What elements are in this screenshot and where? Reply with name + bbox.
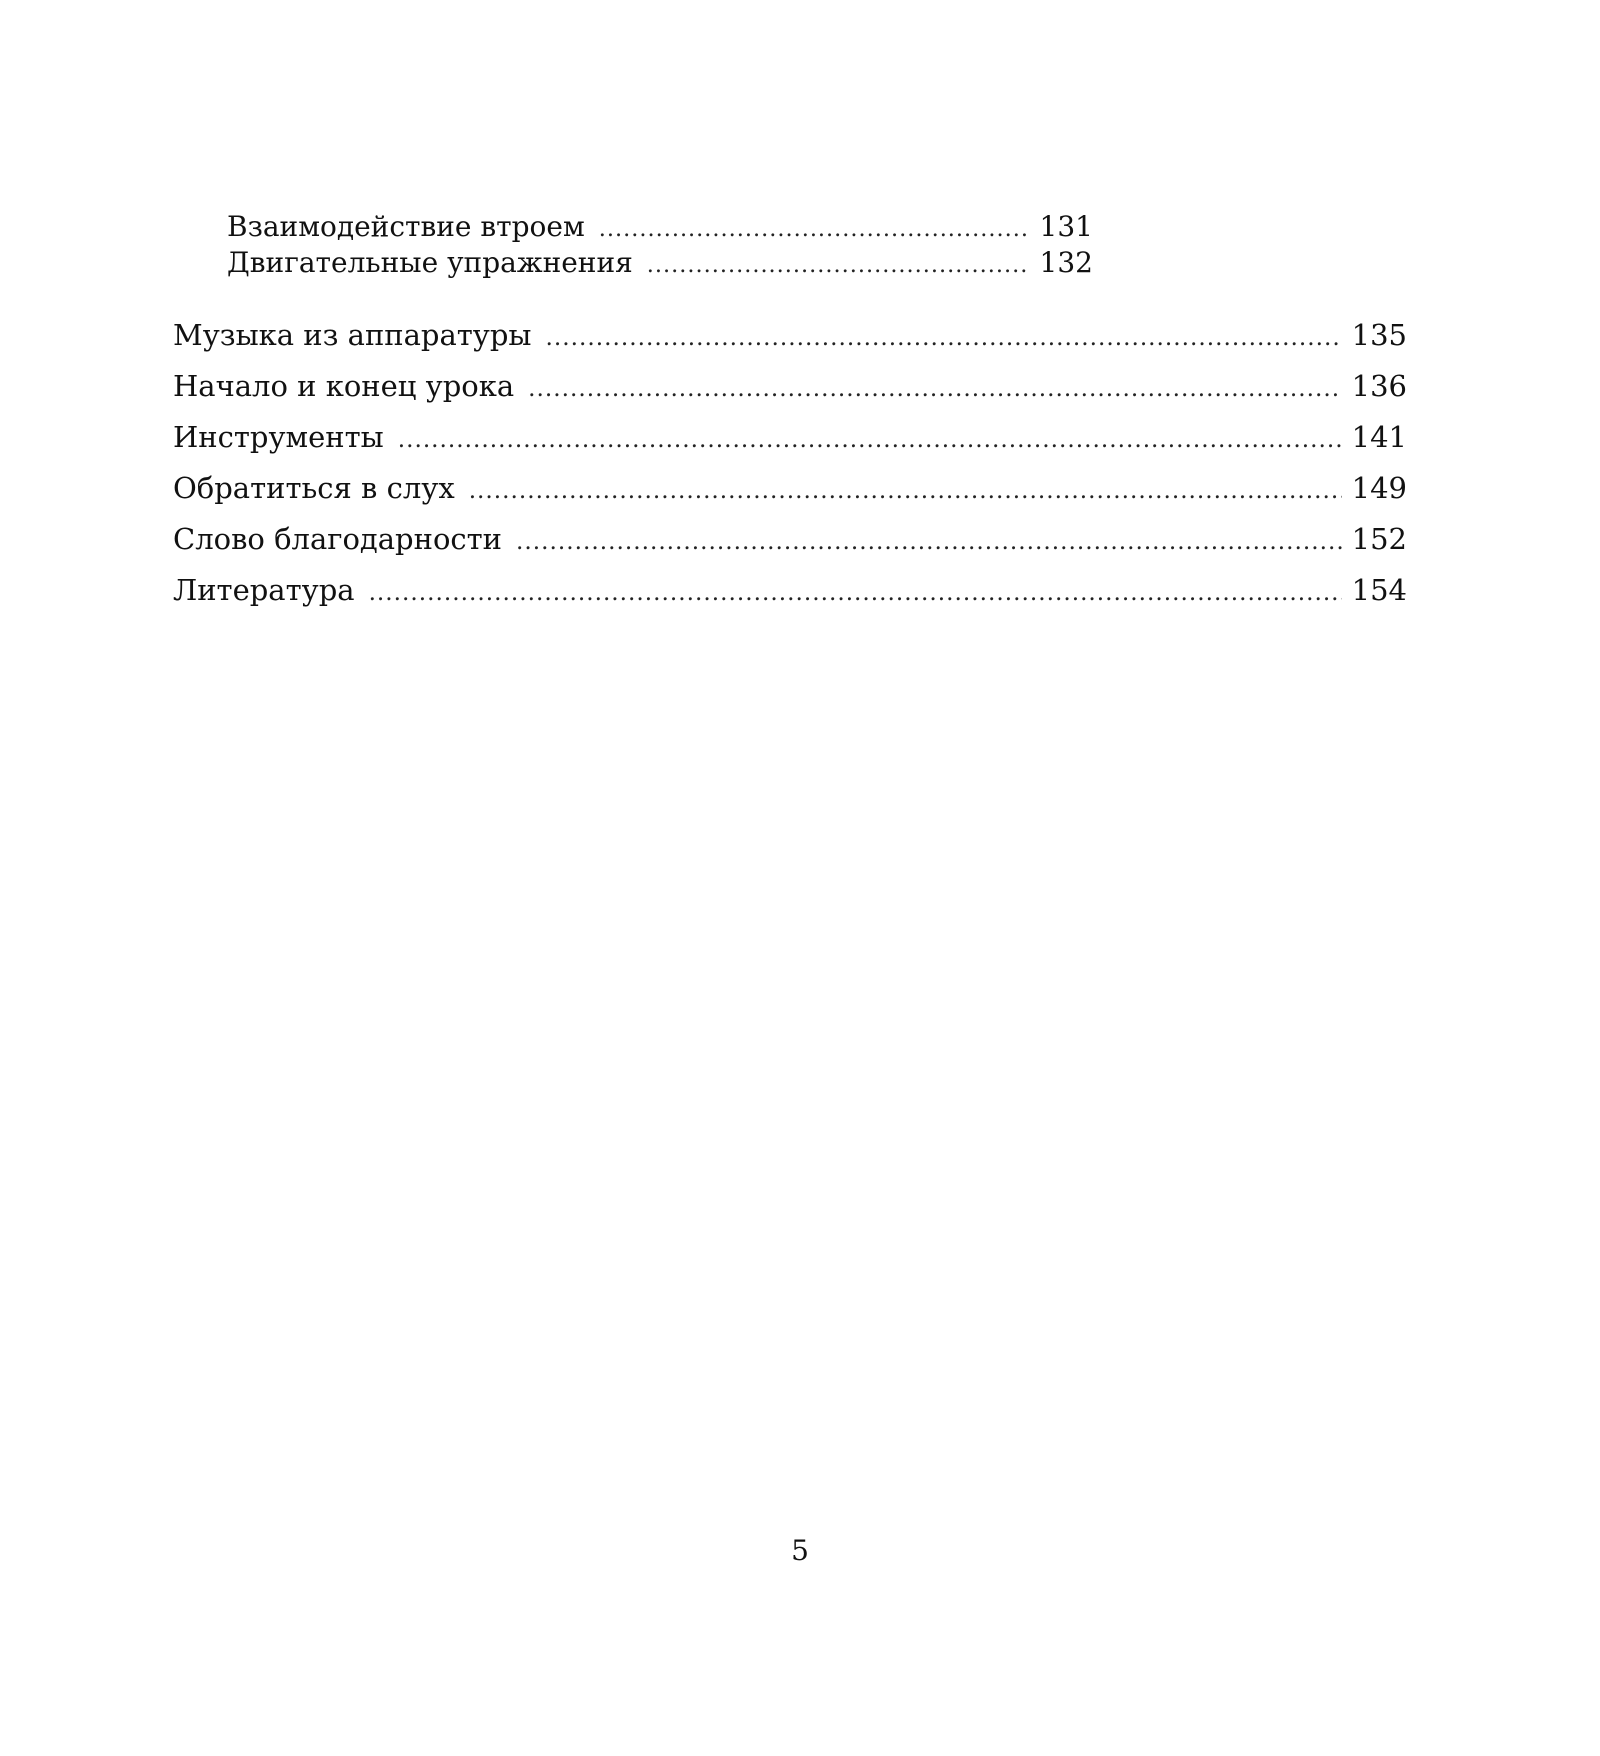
toc-entry-page: 136 — [1351, 369, 1407, 403]
toc-dot-leader — [528, 371, 1342, 407]
toc-entry-page: 154 — [1351, 573, 1407, 607]
toc-entry[interactable] — [173, 521, 1407, 560]
toc-dot-leader — [398, 422, 1342, 458]
toc-entry[interactable] — [173, 470, 1407, 509]
toc-dot-leader — [546, 320, 1342, 356]
toc-dot-leader — [369, 575, 1342, 611]
toc-entry[interactable] — [173, 368, 1407, 407]
toc-dot-leader — [599, 212, 1030, 246]
toc-entry-page: 131 — [1039, 210, 1093, 243]
toc-entry-page: 149 — [1351, 471, 1407, 505]
toc-entry-page: 135 — [1351, 318, 1407, 352]
toc-entry[interactable] — [227, 210, 1093, 246]
toc-entry-title: Инструменты — [173, 420, 384, 454]
toc-entry[interactable] — [227, 246, 1093, 282]
toc-entry-title: Обратиться в слух — [173, 471, 455, 505]
toc-entry-title: Двигательные упражнения — [227, 246, 633, 279]
toc-entry[interactable] — [173, 317, 1407, 356]
toc-entry[interactable] — [173, 572, 1407, 611]
page-number: 5 — [791, 1534, 809, 1567]
toc-entry-title: Начало и конец урока — [173, 369, 515, 403]
toc-dot-leader — [647, 248, 1030, 282]
toc-entry-title: Слово благодарности — [173, 522, 503, 556]
toc-entry-title: Взаимодействие втроем — [227, 210, 585, 243]
toc-entry-title: Музыка из аппаратуры — [173, 318, 532, 352]
toc-entry-title: Литература — [173, 573, 355, 607]
toc-entry[interactable] — [173, 419, 1407, 458]
toc-entry-page: 152 — [1351, 522, 1407, 556]
toc-dot-leader — [516, 524, 1342, 560]
toc-entry-page: 141 — [1351, 420, 1407, 454]
toc-dot-leader — [469, 473, 1342, 509]
toc-entry-page: 132 — [1039, 246, 1093, 279]
